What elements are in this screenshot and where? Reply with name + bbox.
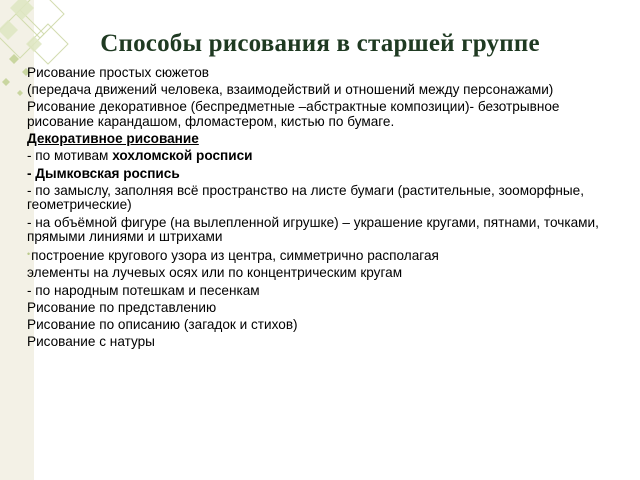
text-paragraph: - на объёмной фигуре (на вылепленной игрушке) – украшение кругами, пятнами, точками, прямыми линиями и штрихами xyxy=(27,214,599,245)
text-paragraph: Рисование по представлению xyxy=(27,299,217,315)
text-paragraph: - по народным потешкам и песенкам xyxy=(27,282,260,298)
section-heading: Декоративное рисование xyxy=(27,131,199,147)
text-paragraph: Рисование с натуры xyxy=(27,334,155,350)
text-paragraph: - Дымковская роспись xyxy=(27,165,180,181)
text-paragraph: •построение кругового узора из центра, симметрично располагая xyxy=(27,248,439,264)
text-paragraph: Рисование простых сюжетов xyxy=(27,65,209,80)
page-title: Способы рисования в старшей группе xyxy=(100,30,540,57)
bullet-dot-icon: • xyxy=(27,249,31,260)
text-paragraph: элементы на лучевых осях или по концентрическим кругам xyxy=(27,265,403,281)
content-body xyxy=(27,66,607,352)
text-paragraph: (передача движений человека, взаимодействий и отношений между персонажами) xyxy=(27,82,554,98)
text-paragraph: Рисование декоративное (беспредметные –абстрактные композиции)- безотрывное рисование карандашом, фломастером, кистью по бумаге. xyxy=(27,99,560,129)
text-paragraph: - по мотивам хохломской росписи xyxy=(27,148,253,164)
diamond-shape xyxy=(2,78,10,86)
emphasis-text: хохломской росписи xyxy=(112,148,253,164)
diamond-shape xyxy=(17,90,23,96)
text-paragraph: Рисование по описанию (загадок и стихов) xyxy=(27,317,298,333)
text-paragraph: - по замыслу, заполняя всё пространство на листе бумаги (растительные, зооморфные, геометрические) xyxy=(27,182,585,213)
